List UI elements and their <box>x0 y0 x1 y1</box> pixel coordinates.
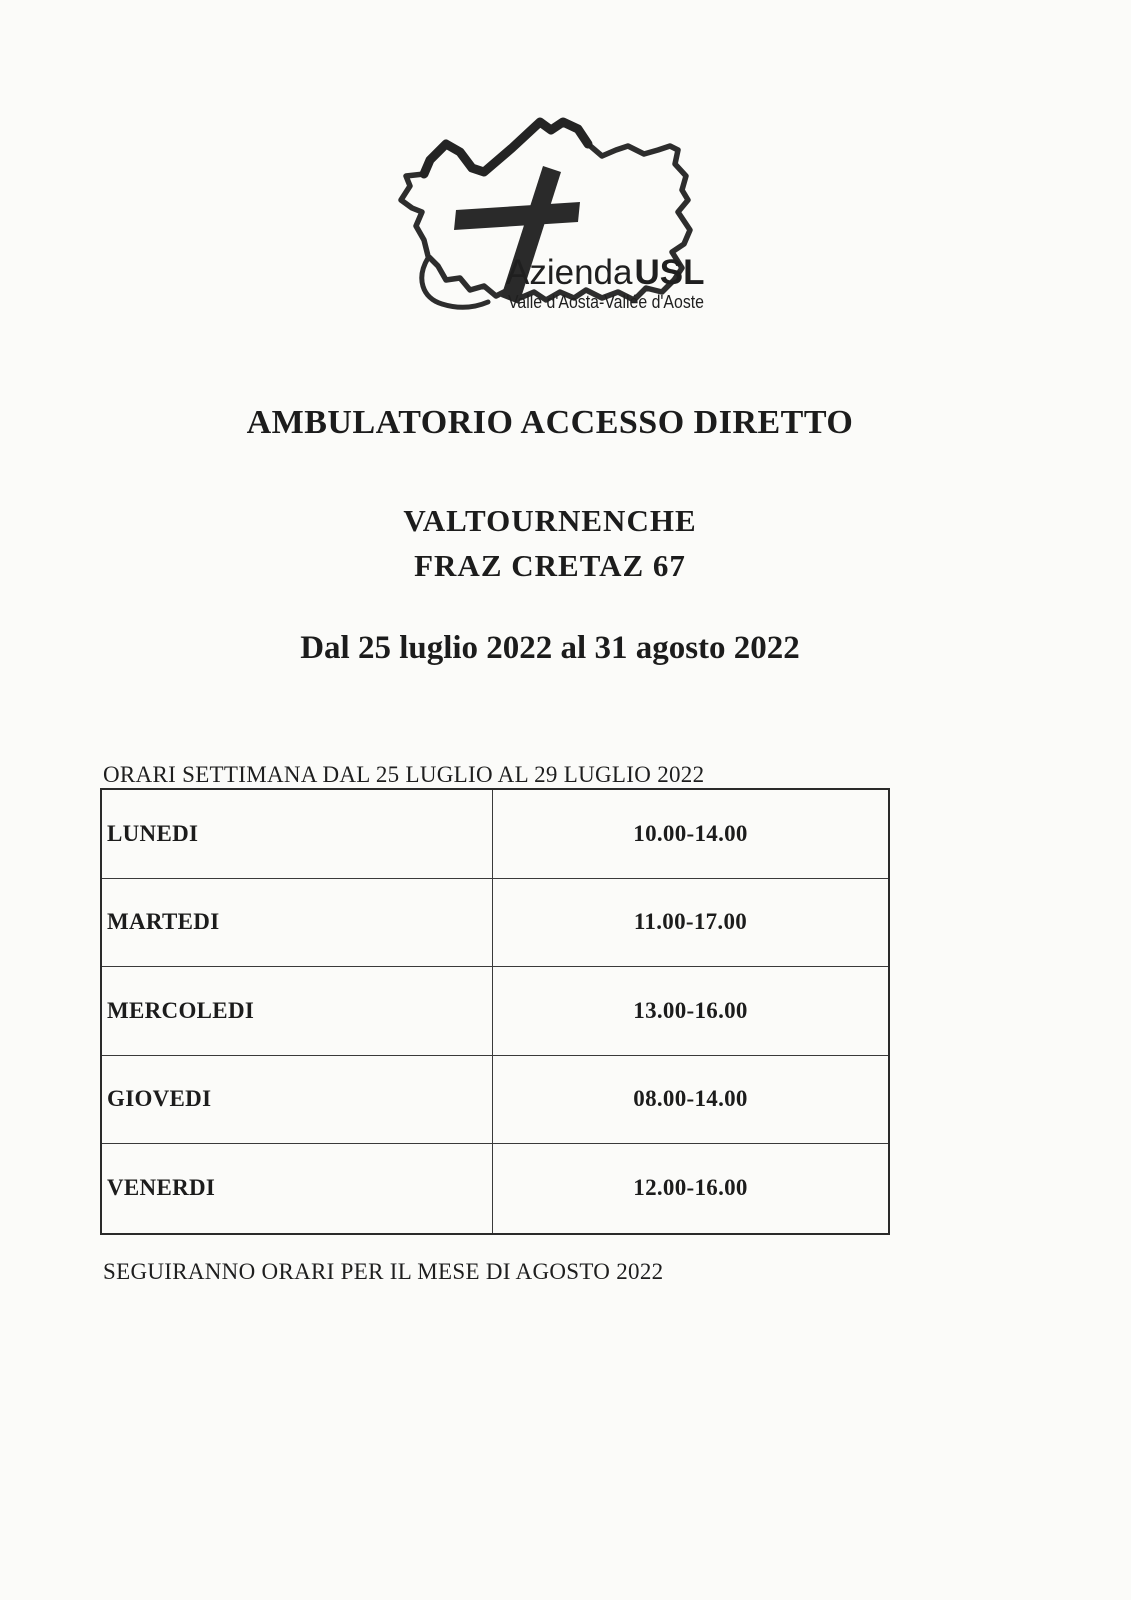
cross-icon <box>454 202 580 230</box>
region-tail-stroke <box>422 258 488 307</box>
logo-name: AziendaUSL <box>506 253 705 292</box>
ausl-logo-graphic <box>388 108 718 314</box>
schedule-caption: ORARI SETTIMANA DAL 25 LUGLIO AL 29 LUGLIO 2022 <box>103 762 705 787</box>
schedule-row-thursday <box>102 1056 888 1145</box>
logo-subtitle: Valle d'Aosta-Vallée d'Aoste <box>508 292 704 312</box>
schedule-row-monday <box>102 790 888 879</box>
day-label: GIOVEDI <box>102 1056 493 1144</box>
schedule-table <box>100 788 890 1235</box>
region-ridge-stroke <box>424 122 588 174</box>
hours-value: 10.00-14.00 <box>633 820 748 846</box>
hours-value: 11.00-17.00 <box>633 909 748 935</box>
day-label: MARTEDI <box>102 879 493 967</box>
location-line-1: VALTOURNENCHE <box>403 503 697 538</box>
hours-value: 13.00-16.00 <box>633 997 748 1023</box>
footer-note: SEGUIRANNO ORARI PER IL MESE DI AGOSTO 2022 <box>103 1259 664 1284</box>
day-label: VENERDI <box>102 1144 493 1233</box>
schedule-row-tuesday <box>102 879 888 968</box>
hours-value: 12.00-16.00 <box>633 1175 748 1201</box>
date-range: Dal 25 luglio 2022 al 31 agosto 2022 <box>300 630 800 666</box>
schedule-row-wednesday <box>102 967 888 1056</box>
hours-value: 08.00-14.00 <box>633 1086 748 1112</box>
schedule-row-friday <box>102 1144 888 1233</box>
page-title: AMBULATORIO ACCESSO DIRETTO <box>246 404 854 441</box>
day-label: MERCOLEDI <box>102 967 493 1055</box>
ausl-logo <box>388 108 718 314</box>
day-label: LUNEDI <box>102 790 493 878</box>
location-line-2: FRAZ CRETAZ 67 <box>414 548 686 583</box>
